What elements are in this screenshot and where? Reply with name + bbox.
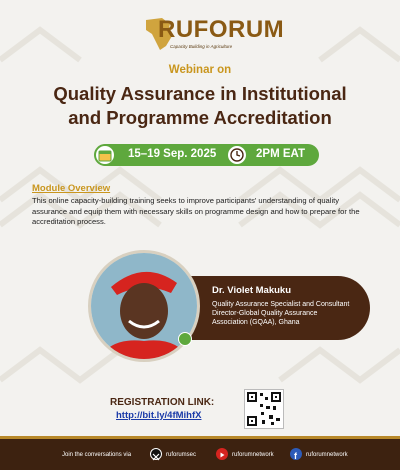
- logo-tagline: Capacity Building in Agriculture: [170, 44, 233, 49]
- clock-icon: [226, 144, 248, 166]
- x-handle[interactable]: ruforumsec: [166, 452, 197, 458]
- module-overview-text: This online capacity-building training seeks to improve participants' understanding of quality assurance and equip them with necessary skills on programme design and how to prepare for the accreditation process.: [32, 196, 360, 226]
- title-line-2: and Programme Accreditation: [68, 107, 332, 128]
- registration-link[interactable]: http://bit.ly/4fMihfX: [116, 410, 202, 421]
- schedule-time: 2PM EAT: [256, 148, 305, 160]
- logo-wordmark: RUFORUM: [158, 16, 285, 43]
- microphone-icon: [178, 332, 192, 346]
- webinar-title: [0, 82, 400, 130]
- facebook-icon[interactable]: [290, 448, 302, 460]
- x-icon[interactable]: [150, 448, 162, 460]
- schedule-date: 15–19 Sep. 2025: [128, 148, 217, 160]
- ruforum-logo: [140, 14, 285, 54]
- speaker-role: Quality Assurance Specialist and Consultant Director-Global Quality Assurance Association (GQAA), Ghana: [212, 301, 350, 326]
- registration-heading: REGISTRATION LINK:: [110, 397, 215, 408]
- module-overview-heading: Module Overview: [32, 183, 111, 194]
- youtube-handle[interactable]: ruforumnetwork: [232, 452, 274, 458]
- title-line-1: Quality Assurance in Institutional: [53, 83, 347, 104]
- qr-code-image: [245, 390, 283, 428]
- svg-text:f: f: [294, 451, 297, 461]
- join-conversation-text: Join the conversations via: [62, 452, 132, 458]
- calendar-icon: [94, 144, 116, 166]
- facebook-handle[interactable]: ruforumnetwork: [306, 452, 348, 458]
- youtube-icon[interactable]: [216, 448, 228, 460]
- speaker-name: Dr. Violet Makuku: [212, 285, 292, 296]
- qr-code[interactable]: [244, 389, 284, 429]
- webinar-kicker: Webinar on: [168, 64, 232, 76]
